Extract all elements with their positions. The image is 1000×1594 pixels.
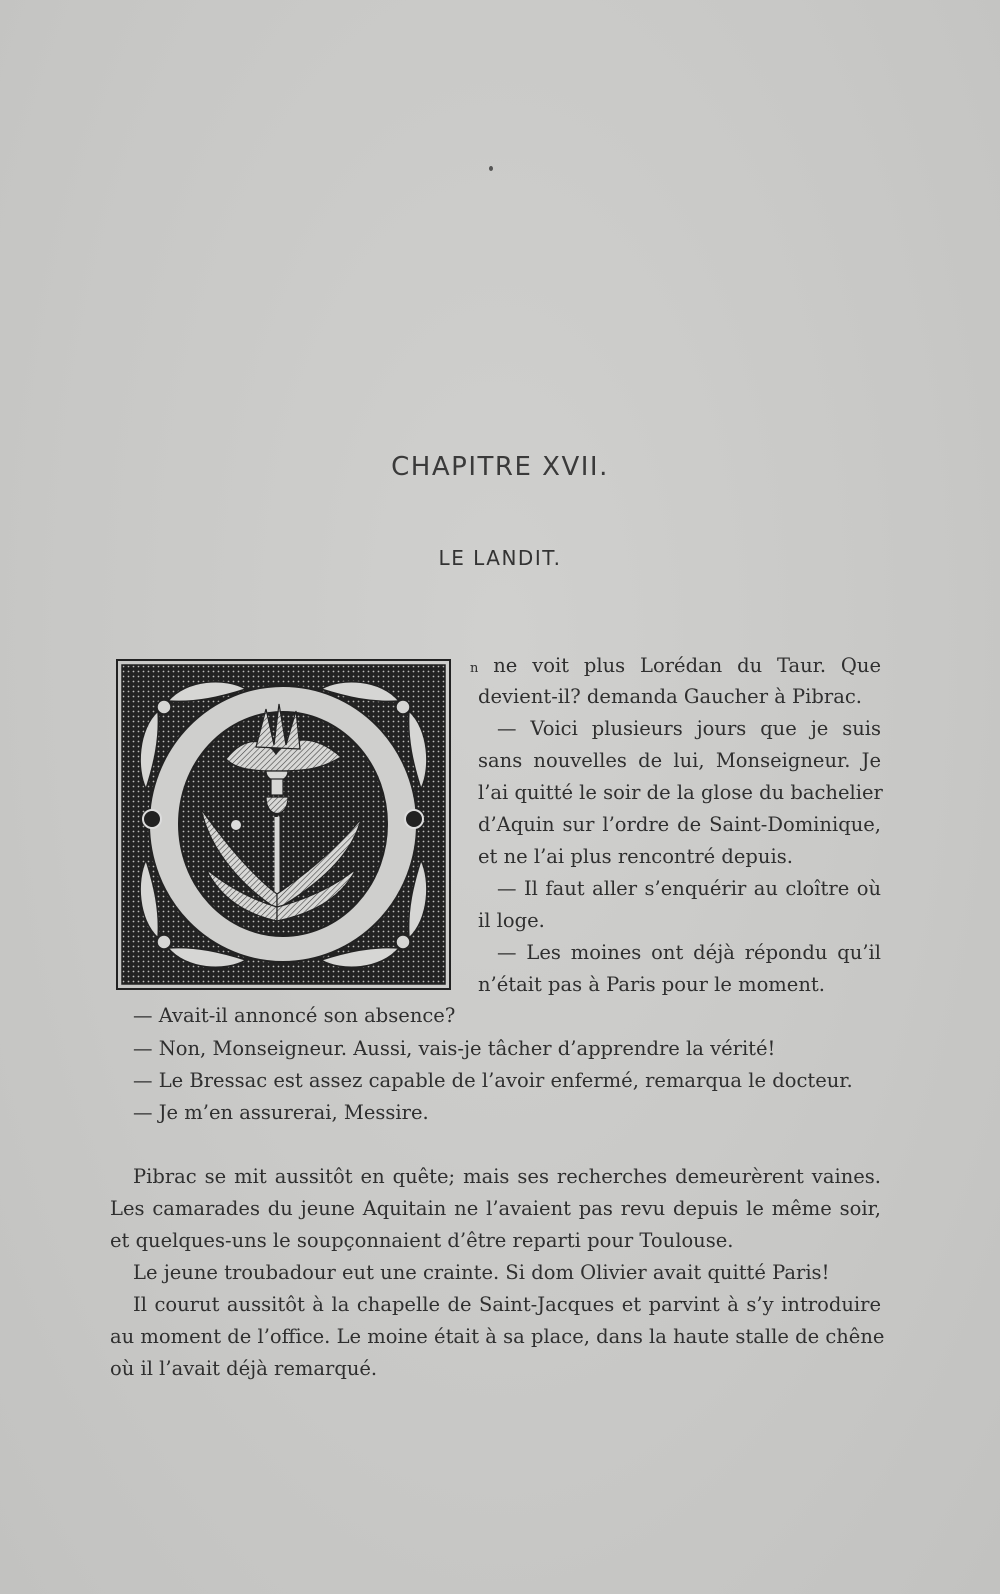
text-line-11: n’était pas à Paris pour le moment. [478, 973, 825, 996]
text-line-5: l’ai quitté le soir de la glose du bachelier [478, 781, 883, 804]
text-line-14: — Le Bressac est assez capable de l’avoir enfermé, remarqua le docteur. [133, 1069, 853, 1092]
text-line-3: — Voici plusieurs jours que je suis [497, 717, 881, 740]
text-line-10: — Les moines ont déjà répondu qu’il [497, 941, 881, 964]
ornamental-dropcap-o-icon [116, 659, 451, 990]
text-line-18: et quelques-uns le soupçonnaient d’être reparti pour Toulouse. [110, 1229, 734, 1252]
ink-speck [489, 166, 493, 171]
text-line-1 [470, 656, 881, 676]
dropcap-continuation: n [470, 661, 479, 676]
text-line-7: et ne l’ai plus rencontré depuis. [478, 845, 793, 868]
text-line-1-rest: ne voit plus Lorédan du Taur. Que [478, 654, 881, 677]
text-line-17: Les camarades du jeune Aquitain ne l’avaient pas revu depuis le même soir, [110, 1197, 881, 1220]
text-line-8: — Il faut aller s’enquérir au cloître où [497, 877, 881, 900]
text-line-12: — Avait-il annoncé son absence? [133, 1004, 456, 1027]
text-line-15: — Je m’en assurerai, Messire. [133, 1101, 429, 1124]
text-line-9: il loge. [478, 909, 545, 932]
text-line-2: devient-il? demanda Gaucher à Pibrac. [478, 685, 862, 708]
text-line-13: — Non, Monseigneur. Aussi, vais-je tâcher d’apprendre la vérité! [133, 1037, 776, 1060]
chapter-title: CHAPITRE XVII. [391, 452, 609, 482]
text-line-22: où il l’avait déjà remarqué. [110, 1357, 378, 1380]
text-line-4: sans nouvelles de lui, Monseigneur. Je [478, 749, 881, 772]
text-line-20: Il courut aussitôt à la chapelle de Saint-Jacques et parvint à s’y introduire [133, 1293, 881, 1316]
text-line-19: Le jeune troubadour eut une crainte. Si dom Olivier avait quitté Paris! [133, 1261, 830, 1284]
section-title: LE LANDIT. [438, 546, 562, 570]
text-line-6: d’Aquin sur l’ordre de Saint-Dominique, [478, 813, 881, 836]
text-line-21: au moment de l’office. Le moine était à sa place, dans la haute stalle de chêne [110, 1325, 885, 1348]
text-line-16: Pibrac se mit aussitôt en quête; mais ses recherches demeurèrent vaines. [133, 1165, 881, 1188]
